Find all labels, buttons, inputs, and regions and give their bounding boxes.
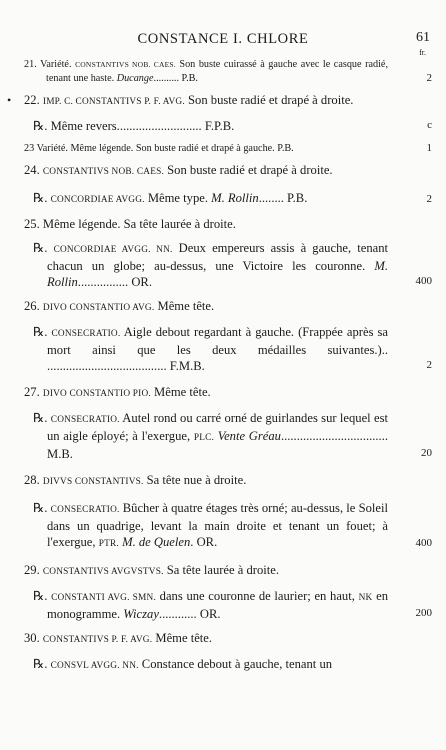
reverse-description (0, 324, 446, 374)
coin-entry (0, 630, 446, 648)
price-value: 2 (426, 359, 432, 371)
entry-description: CONSTANTIVS AVGVSTVS. Sa tête laurée à droite. (42, 563, 280, 577)
price-value: 1 (426, 142, 432, 154)
coin-entries (0, 58, 446, 674)
reverse-description (0, 588, 446, 622)
reverse-mark: ℞. (33, 411, 51, 425)
entry-description: DIVO CONSTANTIO PIO. Même tête. (42, 385, 211, 399)
reverse-mark: ℞. (33, 657, 51, 671)
entry-number: 22. (24, 93, 43, 107)
running-title: CONSTANCE I. CHLORE (137, 31, 309, 47)
reverse-mark: ℞. (33, 325, 52, 339)
currency-unit: fr. (419, 48, 426, 57)
coin-entry (0, 298, 446, 316)
entry-text (24, 142, 388, 156)
entry-text (33, 240, 388, 290)
entry-description: CONSTANTIVS NOB. CAES. Son buste radié et drapé à droite. (42, 163, 333, 177)
price-value: 2 (426, 193, 432, 205)
entry-number: 24. (24, 163, 43, 177)
price-value: 200 (415, 607, 432, 619)
page-number: 61 (416, 30, 430, 45)
reverse-description (0, 656, 446, 674)
entry-description: Même légende. Sa tête laurée à droite. (42, 217, 236, 231)
coin-entry (0, 92, 446, 110)
entry-description: CONSTANTIVS P. F. AVG. Même tête. (42, 631, 213, 645)
entry-text (24, 472, 388, 490)
entry-description: CONCORDIAE AVGG. Même type. M. Rollin........ P.B. (50, 191, 308, 205)
entry-description: CONSECRATIO. Autel rond ou carré orné de guirlandes sur lequel est un aigle éployé; à l'exergue, PLC. Vente Gréau.................................. M.B. (47, 411, 388, 461)
reverse-description (0, 240, 446, 290)
entry-text (33, 588, 388, 622)
reverse-mark: ℞. (33, 501, 51, 515)
reverse-mark: ℞. (33, 241, 54, 255)
price-value: 2 (426, 72, 432, 84)
coin-entry (0, 472, 446, 490)
reverse-mark: ℞. (33, 191, 51, 205)
entry-text (24, 58, 388, 86)
coin-entry (0, 162, 446, 180)
entry-description: IMP. C. CONSTANTIVS P. F. AVG. Son buste radié et drapé à droite. (42, 93, 354, 107)
reverse-description (0, 118, 446, 134)
entry-text (24, 384, 388, 402)
entry-text (33, 118, 388, 134)
reverse-mark: ℞. (33, 119, 51, 133)
entry-text (33, 410, 388, 462)
entry-description: CONSECRATIO. Bûcher à quatre étages très orné; au-dessus, le Soleil dans un quadrige, levant la main droite et tenant un fouet; à l'exergue, PTR. M. de Quelen. OR. (47, 501, 388, 549)
entry-number: 26. (24, 299, 43, 313)
entry-description: DIVVS CONSTANTIVS. Sa tête nue à droite. (42, 473, 247, 487)
entry-number: 23 (24, 143, 37, 154)
price-value: 20 (421, 447, 432, 459)
price-value: c (427, 119, 432, 131)
entry-number: 29. (24, 563, 43, 577)
coin-entry (0, 58, 446, 86)
entry-text (33, 324, 388, 374)
reverse-description (0, 190, 446, 208)
entry-text (33, 500, 388, 552)
reverse-description (0, 500, 446, 552)
price-value: 400 (415, 275, 432, 287)
coin-entry (0, 142, 446, 156)
entry-number: 28. (24, 473, 43, 487)
entry-description: CONSECRATIO. Aigle debout regardant à gauche. (Frappée après sa mort ainsi que les deux médailles suivantes.).. ...................................... F.M.B. (47, 325, 388, 373)
entry-description: CONSTANTI AVG. SMN. dans une couronne de laurier; en haut, NK en monogramme. Wiczay............ OR. (47, 589, 388, 621)
entry-number: 21. (24, 59, 41, 70)
entry-text (33, 656, 388, 674)
entry-description: Variété. Même légende. Son buste radié et drapé à gauche. P.B. (36, 143, 294, 154)
coin-entry (0, 562, 446, 580)
entry-text (24, 630, 388, 648)
price-value: 400 (415, 537, 432, 549)
entry-text (33, 190, 388, 208)
entry-description: Même revers........................... F.P.B. (50, 119, 235, 133)
reverse-description (0, 410, 446, 462)
entry-description: CONSVL AVGG. NN. Constance debout à gauche, tenant un (50, 657, 333, 671)
entry-number: 25. (24, 217, 43, 231)
reverse-mark: ℞. (33, 589, 52, 603)
entry-description: CONCORDIAE AVGG. NN. Deux empereurs assis à gauche, tenant chacun un globe; au-dessus, une Victoire les couronne. M. Rollin................ OR. (47, 241, 389, 289)
entry-text (24, 216, 388, 232)
margin-bullet: • (7, 93, 12, 107)
entry-text (24, 162, 388, 180)
coin-entry (0, 384, 446, 402)
entry-text (24, 562, 388, 580)
entry-number: 27. (24, 385, 43, 399)
entry-description: DIVO CONSTANTIO AVG. Même tête. (42, 299, 215, 313)
entry-text (24, 92, 388, 110)
entry-text (24, 298, 388, 316)
coin-entry (0, 216, 446, 232)
entry-number: 30. (24, 631, 43, 645)
entry-description: Variété. CONSTANTIVS NOB. CAES. Son buste cuirassé à gauche avec le casque radié, tenant une haste. Ducange.......... P.B. (40, 59, 388, 84)
page-header (0, 30, 446, 57)
